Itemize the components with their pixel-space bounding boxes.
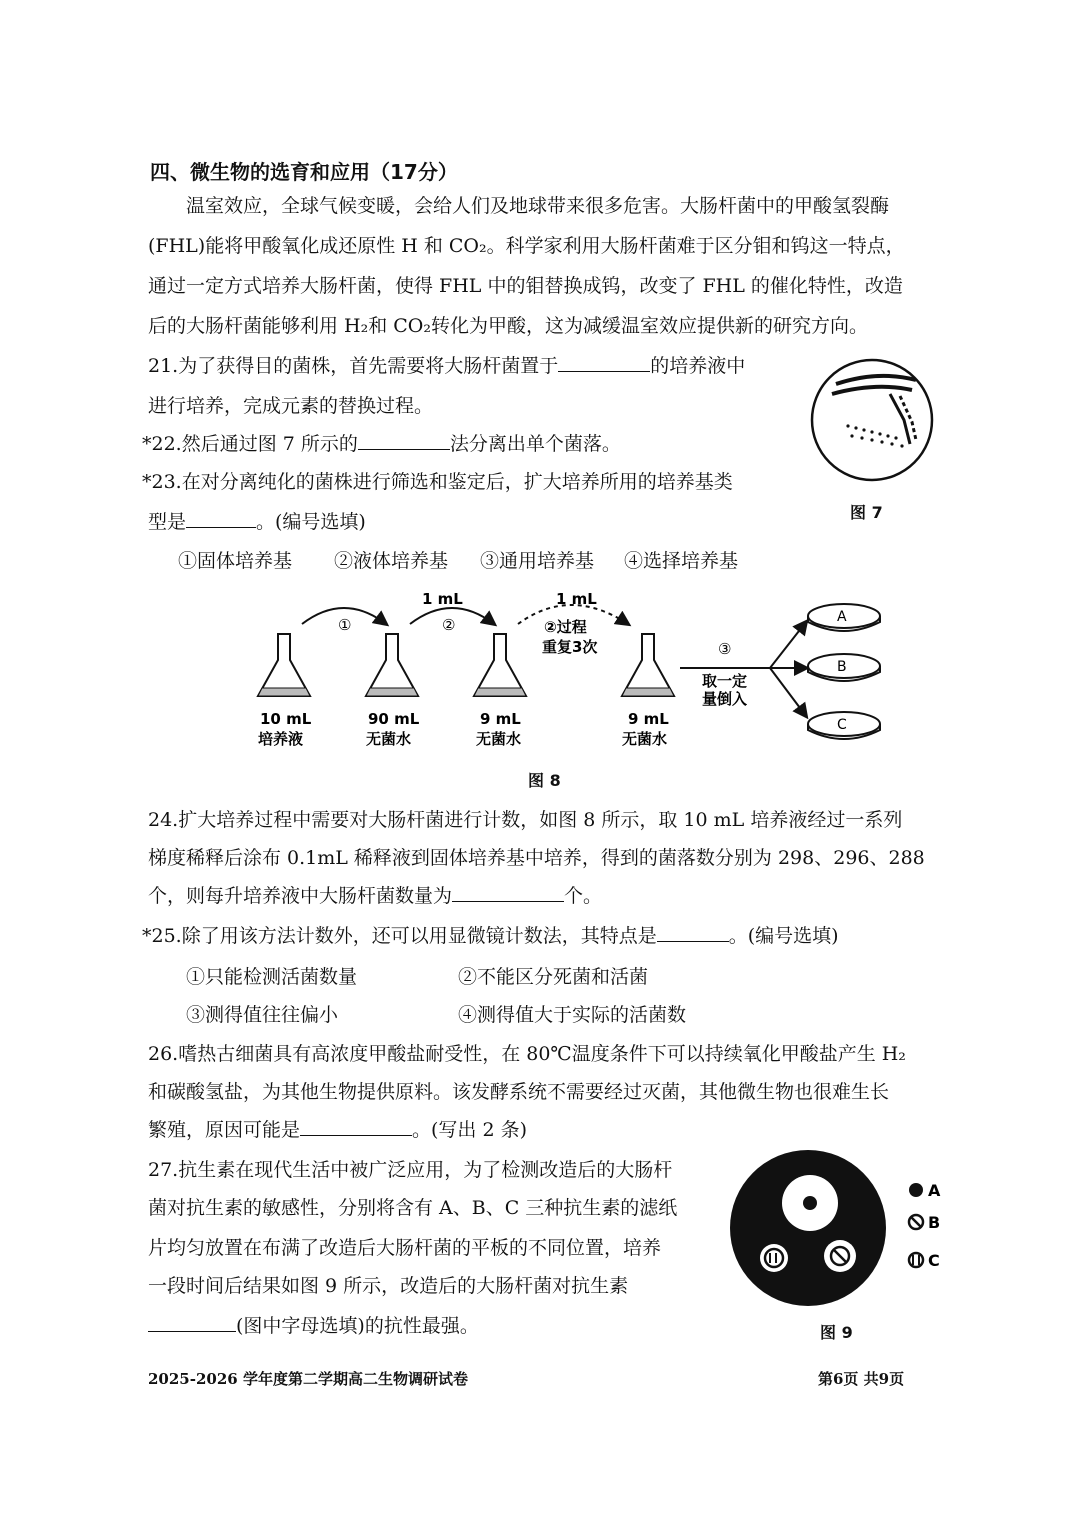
q24-line-1: 24.扩大培养过程中需要对大肠杆菌进行计数，如图 8 所示，取 10 mL 培养液经过一系列	[148, 809, 903, 831]
q26-line-3	[148, 1116, 527, 1144]
flask-4-volume: 9 mL	[628, 710, 669, 728]
q25-answer-blank[interactable]	[657, 923, 729, 942]
figure-8-caption: 图 8	[528, 771, 561, 790]
q21-line-2: 进行培养，完成元素的替换过程。	[148, 395, 434, 417]
section-title: 四、微生物的选育和应用（17分）	[150, 160, 458, 184]
q27-line-2: 菌对抗生素的敏感性，分别将含有 A、B、C 三种抗生素的滤纸	[148, 1197, 678, 1219]
legend-a-label: A	[928, 1181, 941, 1200]
q22-text-a: *22.然后通过图 7 所示的	[142, 433, 358, 455]
flask-1	[258, 634, 310, 696]
q27-text-b: (图中字母选填)的抗性最强。	[236, 1315, 479, 1337]
q25-option-2: ②不能区分死菌和活菌	[458, 966, 649, 988]
intro-line-4: 后的大肠杆菌能够利用 H₂和 CO₂转化为甲酸，这为减缓温室效应提供新的研究方向。	[148, 315, 868, 337]
q24-text-a: 个，则每升培养液中大肠杆菌数量为	[148, 885, 453, 907]
flask-2-volume: 90 mL	[368, 710, 420, 728]
flask-3	[474, 634, 526, 696]
q21-answer-blank[interactable]	[558, 353, 650, 372]
flask-4	[622, 634, 674, 696]
q25-option-3: ③测得值往往偏小	[186, 1004, 339, 1026]
q27-line-4: 一段时间后结果如图 9 所示，改造后的大肠杆菌对抗生素	[148, 1275, 629, 1297]
q25-option-1: ①只能检测活菌数量	[186, 966, 358, 988]
arrow-to-plate-a	[770, 622, 806, 668]
flask-1-volume: 10 mL	[260, 710, 312, 728]
q21-line-1	[148, 352, 745, 380]
q24-answer-blank[interactable]	[452, 883, 564, 902]
q26-line-2: 和碳酸氢盐，为其他生物提供原料。该发酵系统不需要经过灭菌，其他微生物也很难生长	[148, 1081, 890, 1103]
flask-4-name: 无菌水	[622, 730, 668, 748]
q23-text-b: 型是	[148, 511, 187, 533]
intro-line-1: 温室效应，全球气候变暖，会给人们及地球带来很多危害。大肠杆菌中的甲酸氢裂酶	[186, 195, 890, 217]
flask-3-name: 无菌水	[476, 730, 522, 748]
q23-line-1: *23.在对分离纯化的菌株进行筛选和鉴定后，扩大培养所用的培养基类	[142, 471, 733, 493]
plate-a	[808, 604, 880, 631]
q22-answer-blank[interactable]	[358, 431, 450, 450]
flask-3-volume: 9 mL	[480, 710, 521, 728]
flask-2	[366, 634, 418, 696]
legend-b-label: B	[928, 1213, 941, 1232]
plate-b	[808, 654, 880, 681]
q27-line-1: 27.抗生素在现代生活中被广泛应用，为了检测改造后的大肠杆	[148, 1159, 673, 1181]
q23-option-4: ④选择培养基	[624, 550, 739, 572]
q26-text-b: 。(写出 2 条)	[412, 1119, 528, 1141]
step-2-label: ②	[442, 616, 456, 634]
footer-exam-title: 2025-2026 学年度第二学期高二生物调研试卷	[148, 1370, 468, 1388]
plate-c	[808, 712, 880, 739]
legend-c-marker	[909, 1253, 923, 1267]
flask-2-name: 无菌水	[366, 730, 412, 748]
q23-option-1: ①固体培养基	[178, 550, 293, 572]
arrow-to-plate-c	[770, 668, 806, 716]
q22-text-b: 法分离出单个菌落。	[449, 433, 621, 455]
legend-c-label: C	[928, 1251, 940, 1270]
legend-a-marker	[909, 1183, 923, 1197]
disc-a	[803, 1196, 817, 1210]
q23-option-3: ③通用培养基	[480, 550, 595, 572]
q27-answer-blank[interactable]	[148, 1313, 236, 1332]
intro-line-3: 通过一定方式培养大肠杆菌，使得 FHL 中的钼替换成钨，改变了 FHL 的催化特性，改造	[148, 275, 903, 297]
figure-9-caption: 图 9	[820, 1323, 853, 1342]
intro-line-2: (FHL)能将甲酸氧化成还原性 H 和 CO₂。科学家利用大肠杆菌难于区分钼和钨这一特点，	[148, 235, 905, 257]
step-repeat-line-2: 重复3次	[542, 638, 598, 656]
q26-line-1: 26.嗜热古细菌具有高浓度甲酸盐耐受性，在 80℃温度条件下可以持续氧化甲酸盐产生 H₂	[148, 1043, 906, 1065]
q23-line-2	[148, 508, 366, 536]
footer-page-number: 第6页 共9页	[818, 1370, 905, 1388]
q23-option-2: ②液体培养基	[334, 550, 449, 572]
q25-line	[142, 922, 839, 950]
plate-c-label: C	[837, 717, 847, 733]
step-1-label: ①	[338, 616, 352, 634]
figure-8-dilution-diagram	[240, 584, 890, 754]
q24-text-b: 个。	[564, 885, 603, 907]
q26-text-a: 繁殖，原因可能是	[148, 1119, 301, 1141]
step-repeat-line-1: ②过程	[544, 618, 587, 636]
q26-answer-blank[interactable]	[300, 1117, 412, 1136]
q25-option-4: ④测得值大于实际的活菌数	[458, 1004, 687, 1026]
step-2-amount: 1 mL	[422, 590, 463, 608]
figure-9-antibiotic-plate	[728, 1148, 964, 1324]
step-3-line-1: 取一定	[702, 672, 748, 690]
q27-line-3: 片均匀放置在布满了改造后大肠杆菌的平板的不同位置，培养	[148, 1237, 662, 1259]
q23-answer-blank[interactable]	[186, 509, 256, 528]
plate-b-label: B	[837, 659, 847, 675]
step-3-line-2: 量倒入	[702, 690, 748, 708]
step-repeat-amount: 1 mL	[556, 590, 597, 608]
figure-7-caption: 图 7	[850, 503, 883, 522]
q24-line-2: 梯度稀释后涂布 0.1mL 稀释液到固体培养基中培养，得到的菌落数分别为 298、296、288	[148, 847, 925, 869]
q25-text-a: *25.除了用该方法计数外，还可以用显微镜计数法，其特点是	[142, 925, 657, 947]
q21-text-b: 的培养液中	[650, 355, 746, 377]
q25-text-b: 。(编号选填)	[728, 925, 839, 947]
disc-c	[765, 1249, 783, 1267]
q27-line-5	[148, 1312, 479, 1340]
figure-7-streak-plate	[808, 356, 936, 484]
step-3-label: ③	[718, 640, 732, 658]
q24-line-3	[148, 882, 602, 910]
plate-a-label: A	[837, 609, 847, 625]
q22-line	[142, 430, 621, 458]
flask-1-name: 培养液	[258, 730, 304, 748]
q21-text-a: 21.为了获得目的菌株，首先需要将大肠杆菌置于	[148, 355, 559, 377]
q23-text-c: 。(编号选填)	[256, 511, 366, 533]
